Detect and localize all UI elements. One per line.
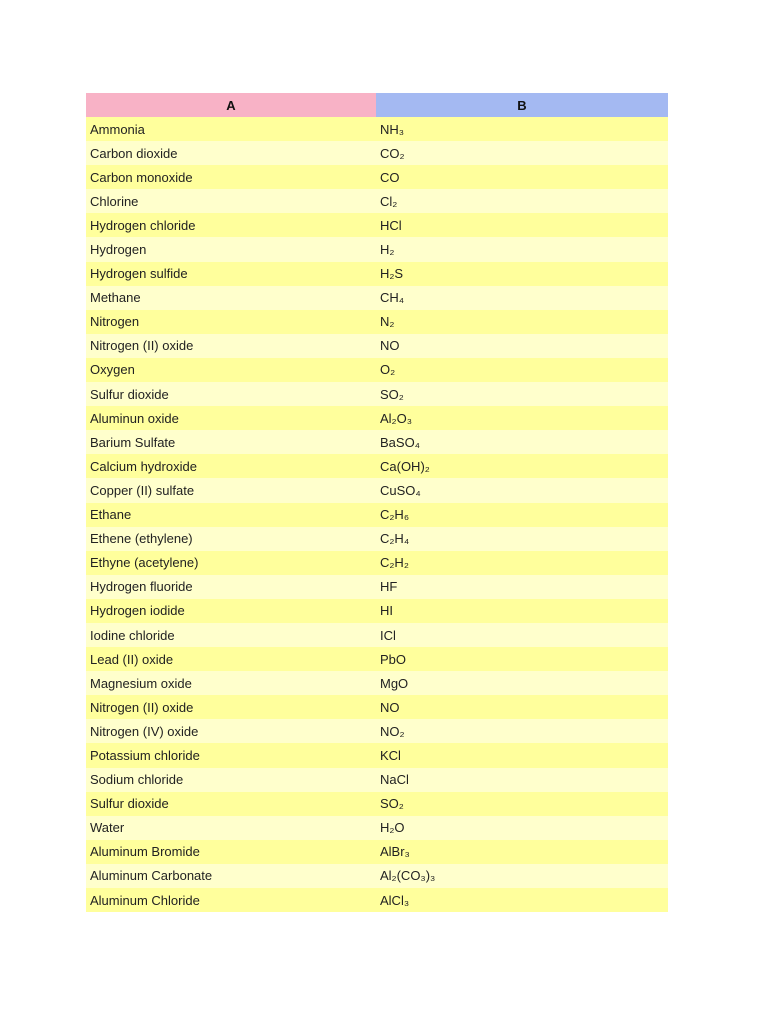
chemical-formula-cell[interactable]: Al₂(CO₃)₃ [376,864,668,888]
table-row [86,864,668,888]
table-row [86,551,668,575]
compound-name-cell[interactable]: Water [86,816,376,840]
chemical-formula-cell[interactable]: HF [376,575,668,599]
table-row [86,382,668,406]
spreadsheet-table-container [86,93,668,912]
chemical-formula-cell[interactable]: HCl [376,213,668,237]
compound-name-cell[interactable]: Hydrogen [86,237,376,261]
chemical-formula-cell[interactable]: Cl₂ [376,189,668,213]
chemical-formula-cell[interactable]: KCl [376,743,668,767]
compound-name-cell[interactable]: Sodium chloride [86,768,376,792]
chemical-formula-cell[interactable]: Ca(OH)₂ [376,454,668,478]
chemical-formula-cell[interactable]: CO [376,165,668,189]
table-row [86,575,668,599]
compound-name-cell[interactable]: Oxygen [86,358,376,382]
compound-name-cell[interactable]: Ethene (ethylene) [86,527,376,551]
chemical-formula-cell[interactable]: AlBr₃ [376,840,668,864]
compound-name-cell[interactable]: Methane [86,286,376,310]
compound-name-cell[interactable]: Potassium chloride [86,743,376,767]
compound-name-cell[interactable]: Aluminum Chloride [86,888,376,912]
table-row [86,503,668,527]
compound-name-cell[interactable]: Copper (II) sulfate [86,478,376,502]
compound-name-cell[interactable]: Nitrogen [86,310,376,334]
chemical-formula-cell[interactable]: NH₃ [376,117,668,141]
chemical-formula-cell[interactable]: NO₂ [376,719,668,743]
compound-name-cell[interactable]: Carbon dioxide [86,141,376,165]
compound-name-cell[interactable]: Barium Sulfate [86,430,376,454]
table-row [86,406,668,430]
chemical-formula-cell[interactable]: CH₄ [376,286,668,310]
compound-name-cell[interactable]: Nitrogen (IV) oxide [86,719,376,743]
table-row [86,888,668,912]
chemical-formula-cell[interactable]: CuSO₄ [376,478,668,502]
table-row [86,430,668,454]
chemical-formula-cell[interactable]: SO₂ [376,792,668,816]
chemical-formula-cell[interactable]: ICl [376,623,668,647]
compound-name-cell[interactable]: Sulfur dioxide [86,792,376,816]
compound-name-cell[interactable]: Aluminum Carbonate [86,864,376,888]
chemical-formula-cell[interactable]: MgO [376,671,668,695]
compound-name-cell[interactable]: Magnesium oxide [86,671,376,695]
compound-name-cell[interactable]: Ethane [86,503,376,527]
chemical-formula-cell[interactable]: C₂H₂ [376,551,668,575]
compound-name-cell[interactable]: Hydrogen chloride [86,213,376,237]
table-row [86,454,668,478]
table-row [86,141,668,165]
chemical-formula-cell[interactable]: C₂H₆ [376,503,668,527]
chemical-formula-cell[interactable]: SO₂ [376,382,668,406]
compound-name-cell[interactable]: Hydrogen fluoride [86,575,376,599]
chemical-formula-cell[interactable]: H₂O [376,816,668,840]
chemical-formula-cell[interactable]: HI [376,599,668,623]
table-row [86,478,668,502]
table-row [86,117,668,141]
chemical-formula-cell[interactable]: BaSO₄ [376,430,668,454]
table-row [86,165,668,189]
chemical-formula-cell[interactable]: H₂ [376,237,668,261]
table-row [86,816,668,840]
table-body [86,117,668,912]
compound-name-cell[interactable]: Aluminum Bromide [86,840,376,864]
compound-name-cell[interactable]: Calcium hydroxide [86,454,376,478]
chemical-formula-cell[interactable]: C₂H₄ [376,527,668,551]
table-row [86,310,668,334]
table-row [86,599,668,623]
chemical-formula-cell[interactable]: CO₂ [376,141,668,165]
table-row [86,792,668,816]
table-row [86,189,668,213]
chemical-formula-cell[interactable]: H₂S [376,262,668,286]
compound-name-cell[interactable]: Hydrogen iodide [86,599,376,623]
table-row [86,647,668,671]
table-row [86,262,668,286]
table-row [86,695,668,719]
table-row [86,623,668,647]
compound-name-cell[interactable]: Carbon monoxide [86,165,376,189]
chemical-formula-cell[interactable]: NO [376,695,668,719]
compound-formula-table [86,93,668,912]
table-row [86,768,668,792]
table-row [86,527,668,551]
table-row [86,671,668,695]
compound-name-cell[interactable]: Chlorine [86,189,376,213]
compound-name-cell[interactable]: Aluminun oxide [86,406,376,430]
table-row [86,358,668,382]
compound-name-cell[interactable]: Nitrogen (II) oxide [86,695,376,719]
compound-name-cell[interactable]: Sulfur dioxide [86,382,376,406]
table-row [86,719,668,743]
compound-name-cell[interactable]: Ammonia [86,117,376,141]
chemical-formula-cell[interactable]: NaCl [376,768,668,792]
compound-name-cell[interactable]: Nitrogen (II) oxide [86,334,376,358]
compound-name-cell[interactable]: Iodine chloride [86,623,376,647]
table-row [86,743,668,767]
compound-name-cell[interactable]: Lead (II) oxide [86,647,376,671]
chemical-formula-cell[interactable]: N₂ [376,310,668,334]
table-row [86,840,668,864]
table-row [86,213,668,237]
chemical-formula-cell[interactable]: AlCl₃ [376,888,668,912]
table-row [86,334,668,358]
header-row [86,93,668,117]
chemical-formula-cell[interactable]: PbO [376,647,668,671]
chemical-formula-cell[interactable]: Al₂O₃ [376,406,668,430]
compound-name-cell[interactable]: Hydrogen sulfide [86,262,376,286]
column-header-b[interactable]: B [376,93,668,117]
table-row [86,237,668,261]
table-row [86,286,668,310]
chemical-formula-cell[interactable]: O₂ [376,358,668,382]
compound-name-cell[interactable]: Ethyne (acetylene) [86,551,376,575]
chemical-formula-cell[interactable]: NO [376,334,668,358]
column-header-a[interactable]: A [86,93,376,117]
